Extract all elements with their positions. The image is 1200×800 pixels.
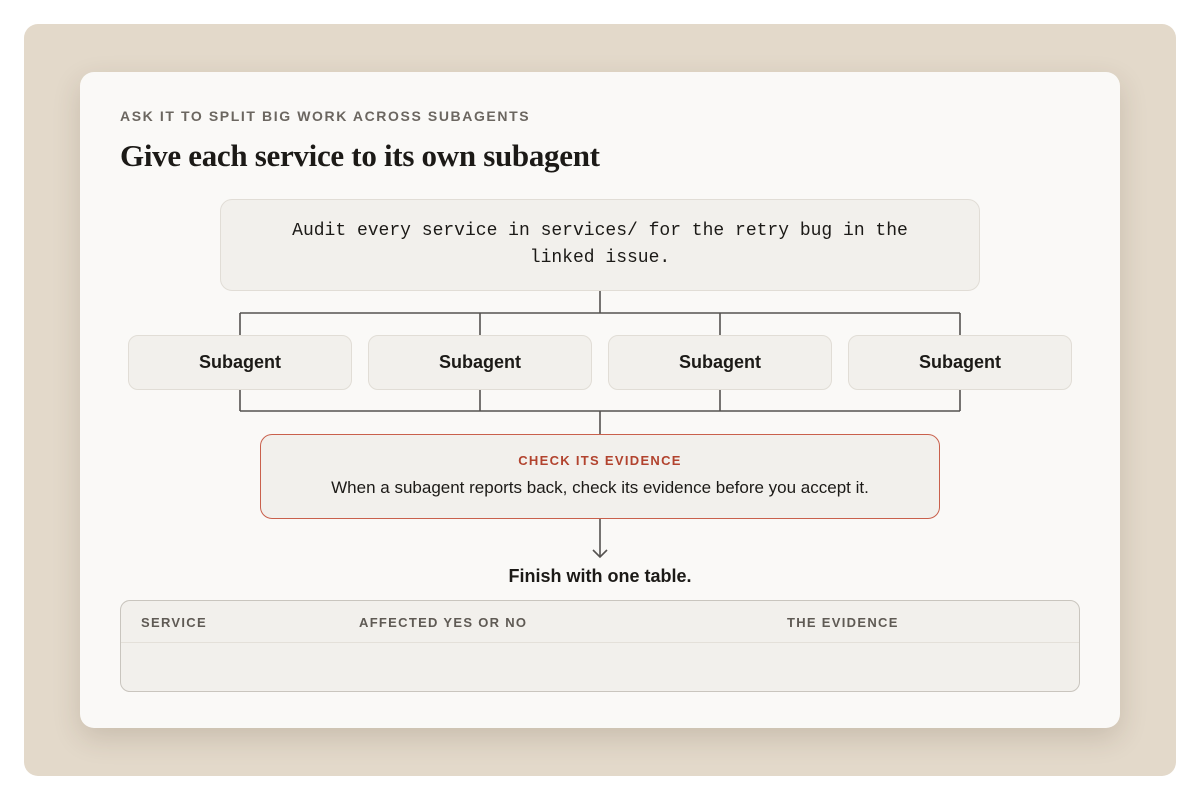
finish-caption: Finish with one table. bbox=[508, 566, 692, 586]
eyebrow-label: ASK IT TO SPLIT BIG WORK ACROSS SUBAGENTS bbox=[120, 108, 531, 124]
page-title: Give each service to its own subagent bbox=[120, 138, 600, 173]
column-header-evidence: THE EVIDENCE bbox=[787, 615, 899, 630]
table-header-row bbox=[121, 601, 1079, 643]
subagent-box: Subagent bbox=[128, 335, 352, 390]
prompt-text: Audit every service in services/ for the retry bug in the linked issue. bbox=[292, 221, 908, 268]
fan-out-connector bbox=[240, 291, 960, 335]
evidence-title: CHECK ITS EVIDENCE bbox=[518, 453, 682, 468]
subagent-box: Subagent bbox=[368, 335, 592, 390]
subagent-box: Subagent bbox=[848, 335, 1072, 390]
subagent-box: Subagent bbox=[608, 335, 832, 390]
evidence-callout bbox=[260, 434, 940, 519]
column-header-service: SERVICE bbox=[141, 615, 207, 630]
column-header-affected: AFFECTED YES OR NO bbox=[359, 615, 528, 630]
results-table bbox=[120, 600, 1080, 692]
evidence-text: When a subagent reports back, check its evidence before you accept it. bbox=[331, 478, 869, 497]
fan-in-connector bbox=[240, 390, 960, 434]
